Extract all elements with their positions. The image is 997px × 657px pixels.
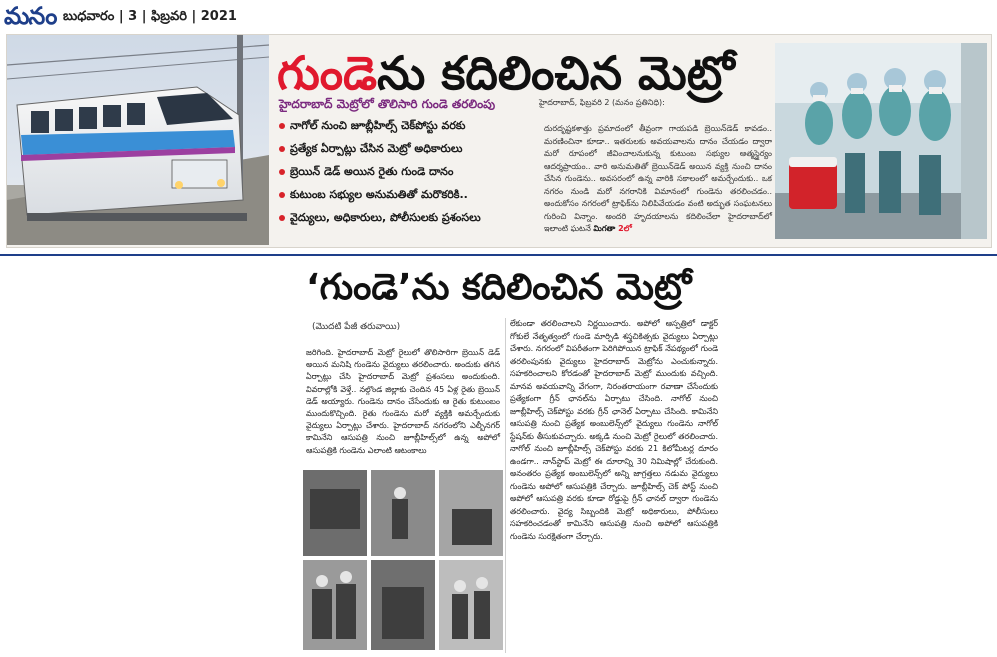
dateline: బుధవారం | 3 | ఫిబ్రవరి | 2021 — [63, 9, 237, 24]
bullet-dot-icon — [279, 215, 285, 221]
banner-subhead: హైదరాబాద్ మెట్రోలో తొలిసారి గుండె తరలింపు — [279, 97, 496, 111]
column-divider — [505, 318, 506, 653]
banner-headline-rest: ను కదిలించిన మెట్రో — [377, 46, 735, 100]
article-column-2: లేకుండా తరలించాలని నిర్ణయించారు. అపోలో ఆస్పత్రిలో డాక్టర్ గోకులే నేతృత్వంలో గుండె మార్పిడి శస్త్రచికిత్సకు వైద్యులు ఏర్పాట్లు చేశారు. నగరంలో విపరీతంగా పెరిగిపోయిన ట్రాఫిక్ నేపథ్యంలో గుండె తరలింపునకు వైద్యులు హైదరాబాద్ మెట్రోను ఎంచుకున్నారు. సహకరించాలని కోరడంతో హైదరాబాద్ మెట్రో ముందుకు వచ్చింది. మానవ అవయవాన్ని వేగంగా, నిరంతరాయంగా రవాణా చేసేందుకు ప్రత్యేకంగా గ్రీన్ ఛానల్‌ను ఏర్పాటు చేసింది. నాగోల్ నుంచి జూబ్లీహిల్స్ చెక్‌పోస్టు వరకు గ్రీన్ ఛానెల్ ఏర్పాటు చేసింది. కామినేని ఆసుపత్రి నుంచి ప్రత్యేక అంబులెన్స్‌లో వైద్యులు గుండెను నాగోల్ స్టేషన్‌కు తీసుకువచ్చారు. అక్కడి నుంచి మెట్రో రైలులో తరలించారు. నాగోల్ నుంచి జూబ్లీహిల్స్ చెక్‌పోస్టు వరకు 21 కిలోమీటర్ల దూరం ఉండగా.. నాన్‌స్టాప్ మెట్రో ఈ దూరాన్ని 30 నిమిషాల్లో చేరుకుంది. అనంతరం ప్రత్యేక అంబులెన్స్‌లో అన్ని జాగ్రత్తలు నడుమ వైద్యులు గుండెను అపోలో ఆసుపత్రికి చేర్చారు. జూబ్లీహిల్స్ చెక్ పోస్ట్ నుంచి అపోలో ఆసుపత్రి వరకు కూడా రోడ్డుపై గ్రీన్ ఛానల్ ద్వారా గుండెను తరలించారు. వైద్య సిబ్బందికి మెట్రో అధికారులు, పోలీసులు సహకరించడంతో కామినేని ఆసుపత్రి నుంచి అపోలో ఆసుపత్రికి గుండెను సురక్షితంగా చేర్చారు. — [510, 319, 718, 541]
doctors-with-heart-box-photo — [775, 43, 987, 239]
lead-paragraph: దురదృష్టకశాత్తు ప్రమాదంలో తీవ్రంగా గాయపడి బ్రెయిన్‌డెడ్ కావడం.. మరణించినా కూడా.. ఇతరులకు అవయవాలను దానం చేయడం ద్వారా మరో రూపంలో జీవించాలనుకున్న కుటుంబ సభ్యుల ఆత్మస్థైర్యం ఆదర్శప్రాయం.. వారి అనుమతితో బ్రెయిన్‌డెడ్ అయిన వ్యక్తి నుంచి దానం చేసిన గుండెను.. అవసరంలో ఉన్న వారికి సకాలంలో అమర్చేందుకు.. ఒక నగరం నుండి మరో నగరానికి విమానంలో గుండెను తరలించడం.. అందుకోసం నగరంలో ట్రాఫిక్‌ను నిలిపివేయడం వంటి అద్భుత సంఘటనలు గురించి విన్నాం. అందరి హృదయాలను కదిలించేలా హైదరాబాద్‌లో ఇలాంటి ఘటనే మిగతా 2లో — [544, 124, 772, 233]
inner-page-headline: ‘గుండె’ను కదిలించిన మెట్రో — [306, 267, 692, 308]
bullet-item: కుటుంబ సభ్యుల అనుమతితో మరొకరికి.. — [279, 188, 529, 201]
bullet-item: నాగోల్ నుంచి జూబ్లీహిల్స్ చెక్‌పోస్టు వరకు — [279, 119, 529, 132]
bullet-dot-icon — [279, 169, 285, 175]
newspaper-logo: మనం — [4, 2, 57, 30]
banner-bullet-list — [279, 119, 529, 234]
article-column-1: జరిగింది. హైదరాబాద్ మెట్రో రైలులో తొలిసారిగా బ్రెయిన్ డెడ్ అయిన మనిషి గుండెను వైద్యులు తరలించారు. అందుకు తగిన ఏర్పాట్లు చేసి హైదరాబాద్ మెట్రో ప్రశంసలు అందుకుంది. వివరాల్లోకి వెళ్తే.. నల్గొండ జిల్లాకు చెందిన 45 ఏళ్ల రైతు బ్రెయిన్ డెడ్ అయ్యారు. గుండెను దానం చేసేందుకు ఆ రైతు కుటుంబం ముందుకొచ్చింది. రైతు గుండెను మరో వ్యక్తికి అమర్చేందుకు వైద్యులు ఏర్పాట్లు చేశారు. హైదరాబాద్ నగరంలోని ఎల్బీనగర్ కామినేని ఆసుపత్రి నుంచి జూబ్లీహిల్స్‌లో ఉన్న అపోలో ఆసుపత్రికి గుండెను ఎలాంటి ఆటంకాలు — [306, 348, 500, 455]
front-page-banner — [6, 34, 992, 248]
masthead — [0, 0, 997, 34]
bullet-item: బ్రెయిన్ డెడ్ అయిన రైతు గుండె దానం — [279, 165, 529, 178]
article-byline: హైదరాబాద్, ఫిబ్రవరి 2 (మనం ప్రతినిధి): — [539, 98, 665, 107]
continued-from-note: (మొదటి పేజీ తరువాయి) — [312, 322, 401, 332]
bullet-dot-icon — [279, 123, 285, 129]
continued-marker: మిగతా 2లో — [593, 224, 632, 233]
heart-transport-photo-collage — [302, 469, 504, 651]
section-divider — [0, 254, 997, 256]
bullet-dot-icon — [279, 146, 285, 152]
metro-train-photo — [7, 35, 269, 245]
bullet-item: వైద్యులు, అధికారులు, పోలీసులకు ప్రశంసలు — [279, 211, 529, 224]
bullet-item: ప్రత్యేక ఏర్పాట్లు చేసిన మెట్రో అధికారులు — [279, 142, 529, 155]
bullet-dot-icon — [279, 192, 285, 198]
banner-headline-red: గుండె — [277, 46, 378, 100]
